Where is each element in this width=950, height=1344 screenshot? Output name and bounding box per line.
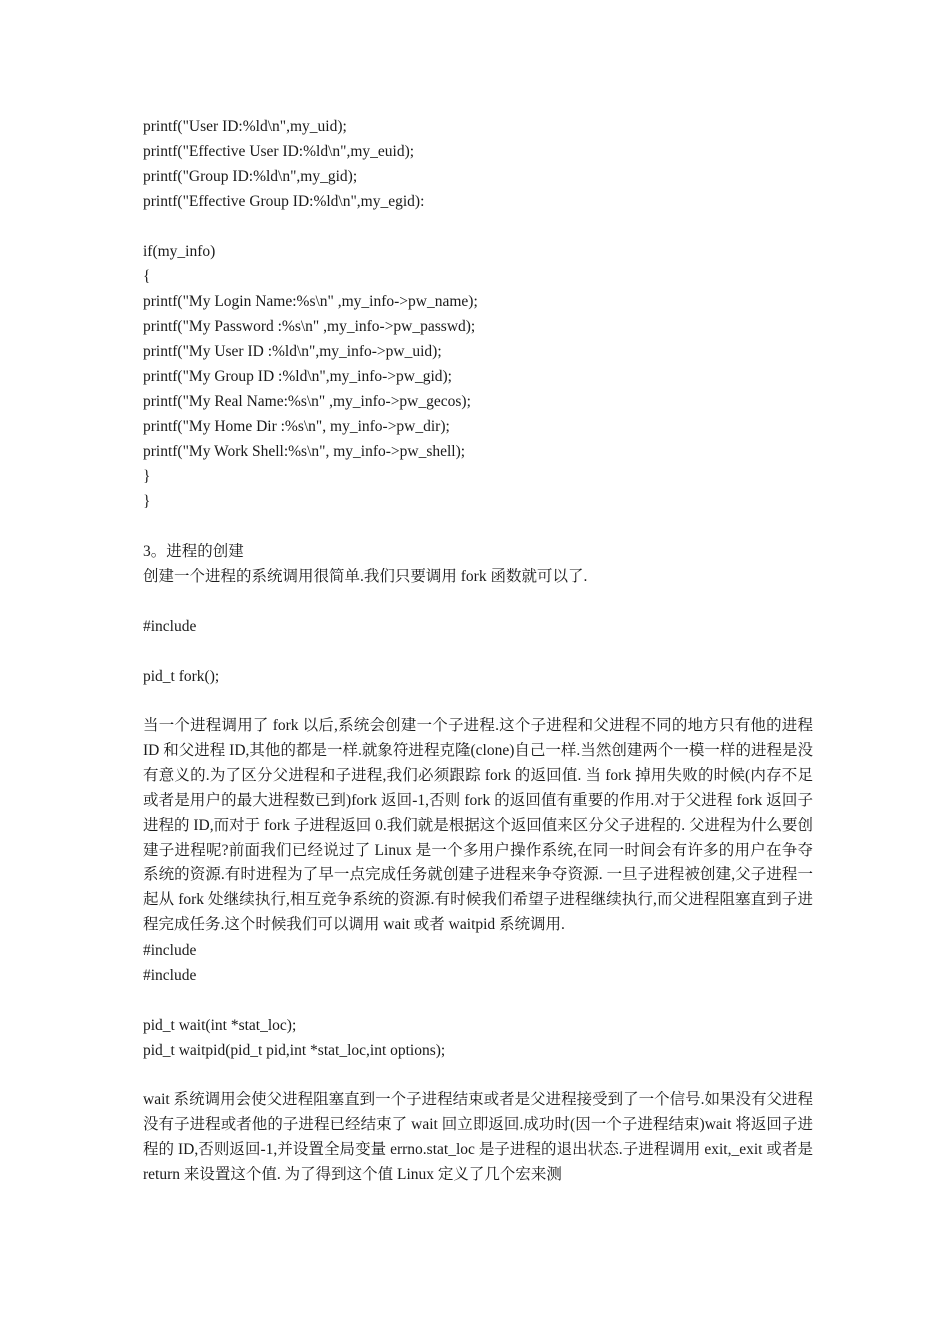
- code-line: printf("Effective User ID:%ld\n",my_euid);: [143, 143, 415, 160]
- code-line: printf("My Work Shell:%s\n", my_info->pw_shell);: [143, 443, 466, 460]
- code-line: printf("Effective Group ID:%ld\n",my_egid):: [143, 193, 425, 210]
- include-directive: #include: [143, 942, 197, 960]
- code-block-my-info: [143, 239, 813, 514]
- code-line: printf("My Group ID :%ld\n",my_info->pw_gid);: [143, 368, 452, 385]
- code-line: }: [143, 493, 151, 510]
- blank-line: [143, 214, 813, 239]
- code-block-uid-printf: [143, 114, 813, 214]
- section-heading: 3。进程的创建: [143, 543, 244, 560]
- waitpid-signature: pid_t waitpid(pid_t pid,int *stat_loc,int options);: [143, 1042, 446, 1060]
- code-line: printf("User ID:%ld\n",my_uid);: [143, 118, 347, 135]
- code-line: printf("Group ID:%ld\n",my_gid);: [143, 168, 358, 185]
- document-page: [143, 114, 813, 1188]
- code-line: printf("My Login Name:%s\n" ,my_info->pw_name);: [143, 293, 478, 310]
- fork-explanation-paragraph: 当一个进程调用了 fork 以后,系统会创建一个子进程.这个子进程和父进程不同的地方只有他的进程 ID 和父进程 ID,其他的都是一样.就象符进程克隆(clone)自己一样.当然创建两个一模一样的进程是没有意义的.为了区分父进程和子进程,我们必须跟踪 fork 的返回值. 当 fork 掉用失败的时候(内存不足或者是用户的最大进程数已到)fork 返回-1,否则 fork 的返回值有重要的作用.对于父进程 fork 返回子进程的 ID,而对于 fork 子进程返回 0.我们就是根据这个返回值来区分父子进程的. 父进程为什么要创建子进程呢?前面我们已经说过了 Linux 是一个多用户操作系统,在同一时间会有许多的用户在争夺系统的资源.有时进程为了早一点完成任务就创建子进程来争夺资源. 一旦子进程被创建,父子进程一起从 fork 处继续执行,相互竞争系统的资源.有时候我们希望子进程继续执行,而父进程阻塞直到子进程完成任务.这个时候我们可以调用 wait 或者 waitpid 系统调用.: [143, 717, 813, 934]
- code-line: printf("My Home Dir :%s\n", my_info->pw_dir);: [143, 418, 450, 435]
- code-line: {: [143, 268, 151, 285]
- include-directive: #include: [143, 618, 197, 635]
- code-line: if(my_info): [143, 243, 216, 260]
- blank-line: [143, 689, 813, 714]
- fork-signature: pid_t fork();: [143, 668, 220, 685]
- blank-line: [143, 514, 813, 539]
- include-directive: #include: [143, 967, 197, 985]
- wait-signature: pid_t wait(int *stat_loc);: [143, 1017, 297, 1035]
- code-line: printf("My Real Name:%s\n" ,my_info->pw_gecos);: [143, 393, 471, 410]
- code-line: printf("My User ID :%ld\n",my_info->pw_uid);: [143, 343, 442, 360]
- blank-line: [143, 988, 813, 1013]
- code-line: printf("My Password :%s\n" ,my_info->pw_passwd);: [143, 318, 476, 335]
- wait-explanation-paragraph: wait 系统调用会使父进程阻塞直到一个子进程结束或者是父进程接受到了一个信号.如果没有父进程没有子进程或者他的子进程已经结束了 wait 回立即返回.成功时(因一个子进程结束)wait 将返回子进程的 ID,否则返回-1,并设置全局变量 errno.stat_loc 是子进程的退出状态.子进程调用 exit,_exit 或者是 return 来设置这个值. 为了得到这个值 Linux 定义了几个宏来测: [143, 1091, 813, 1183]
- blank-line: [143, 589, 813, 614]
- section-intro: 创建一个进程的系统调用很简单.我们只要调用 fork 函数就可以了.: [143, 568, 588, 585]
- blank-line: [143, 1063, 813, 1088]
- blank-line: [143, 639, 813, 664]
- code-line: }: [143, 468, 151, 485]
